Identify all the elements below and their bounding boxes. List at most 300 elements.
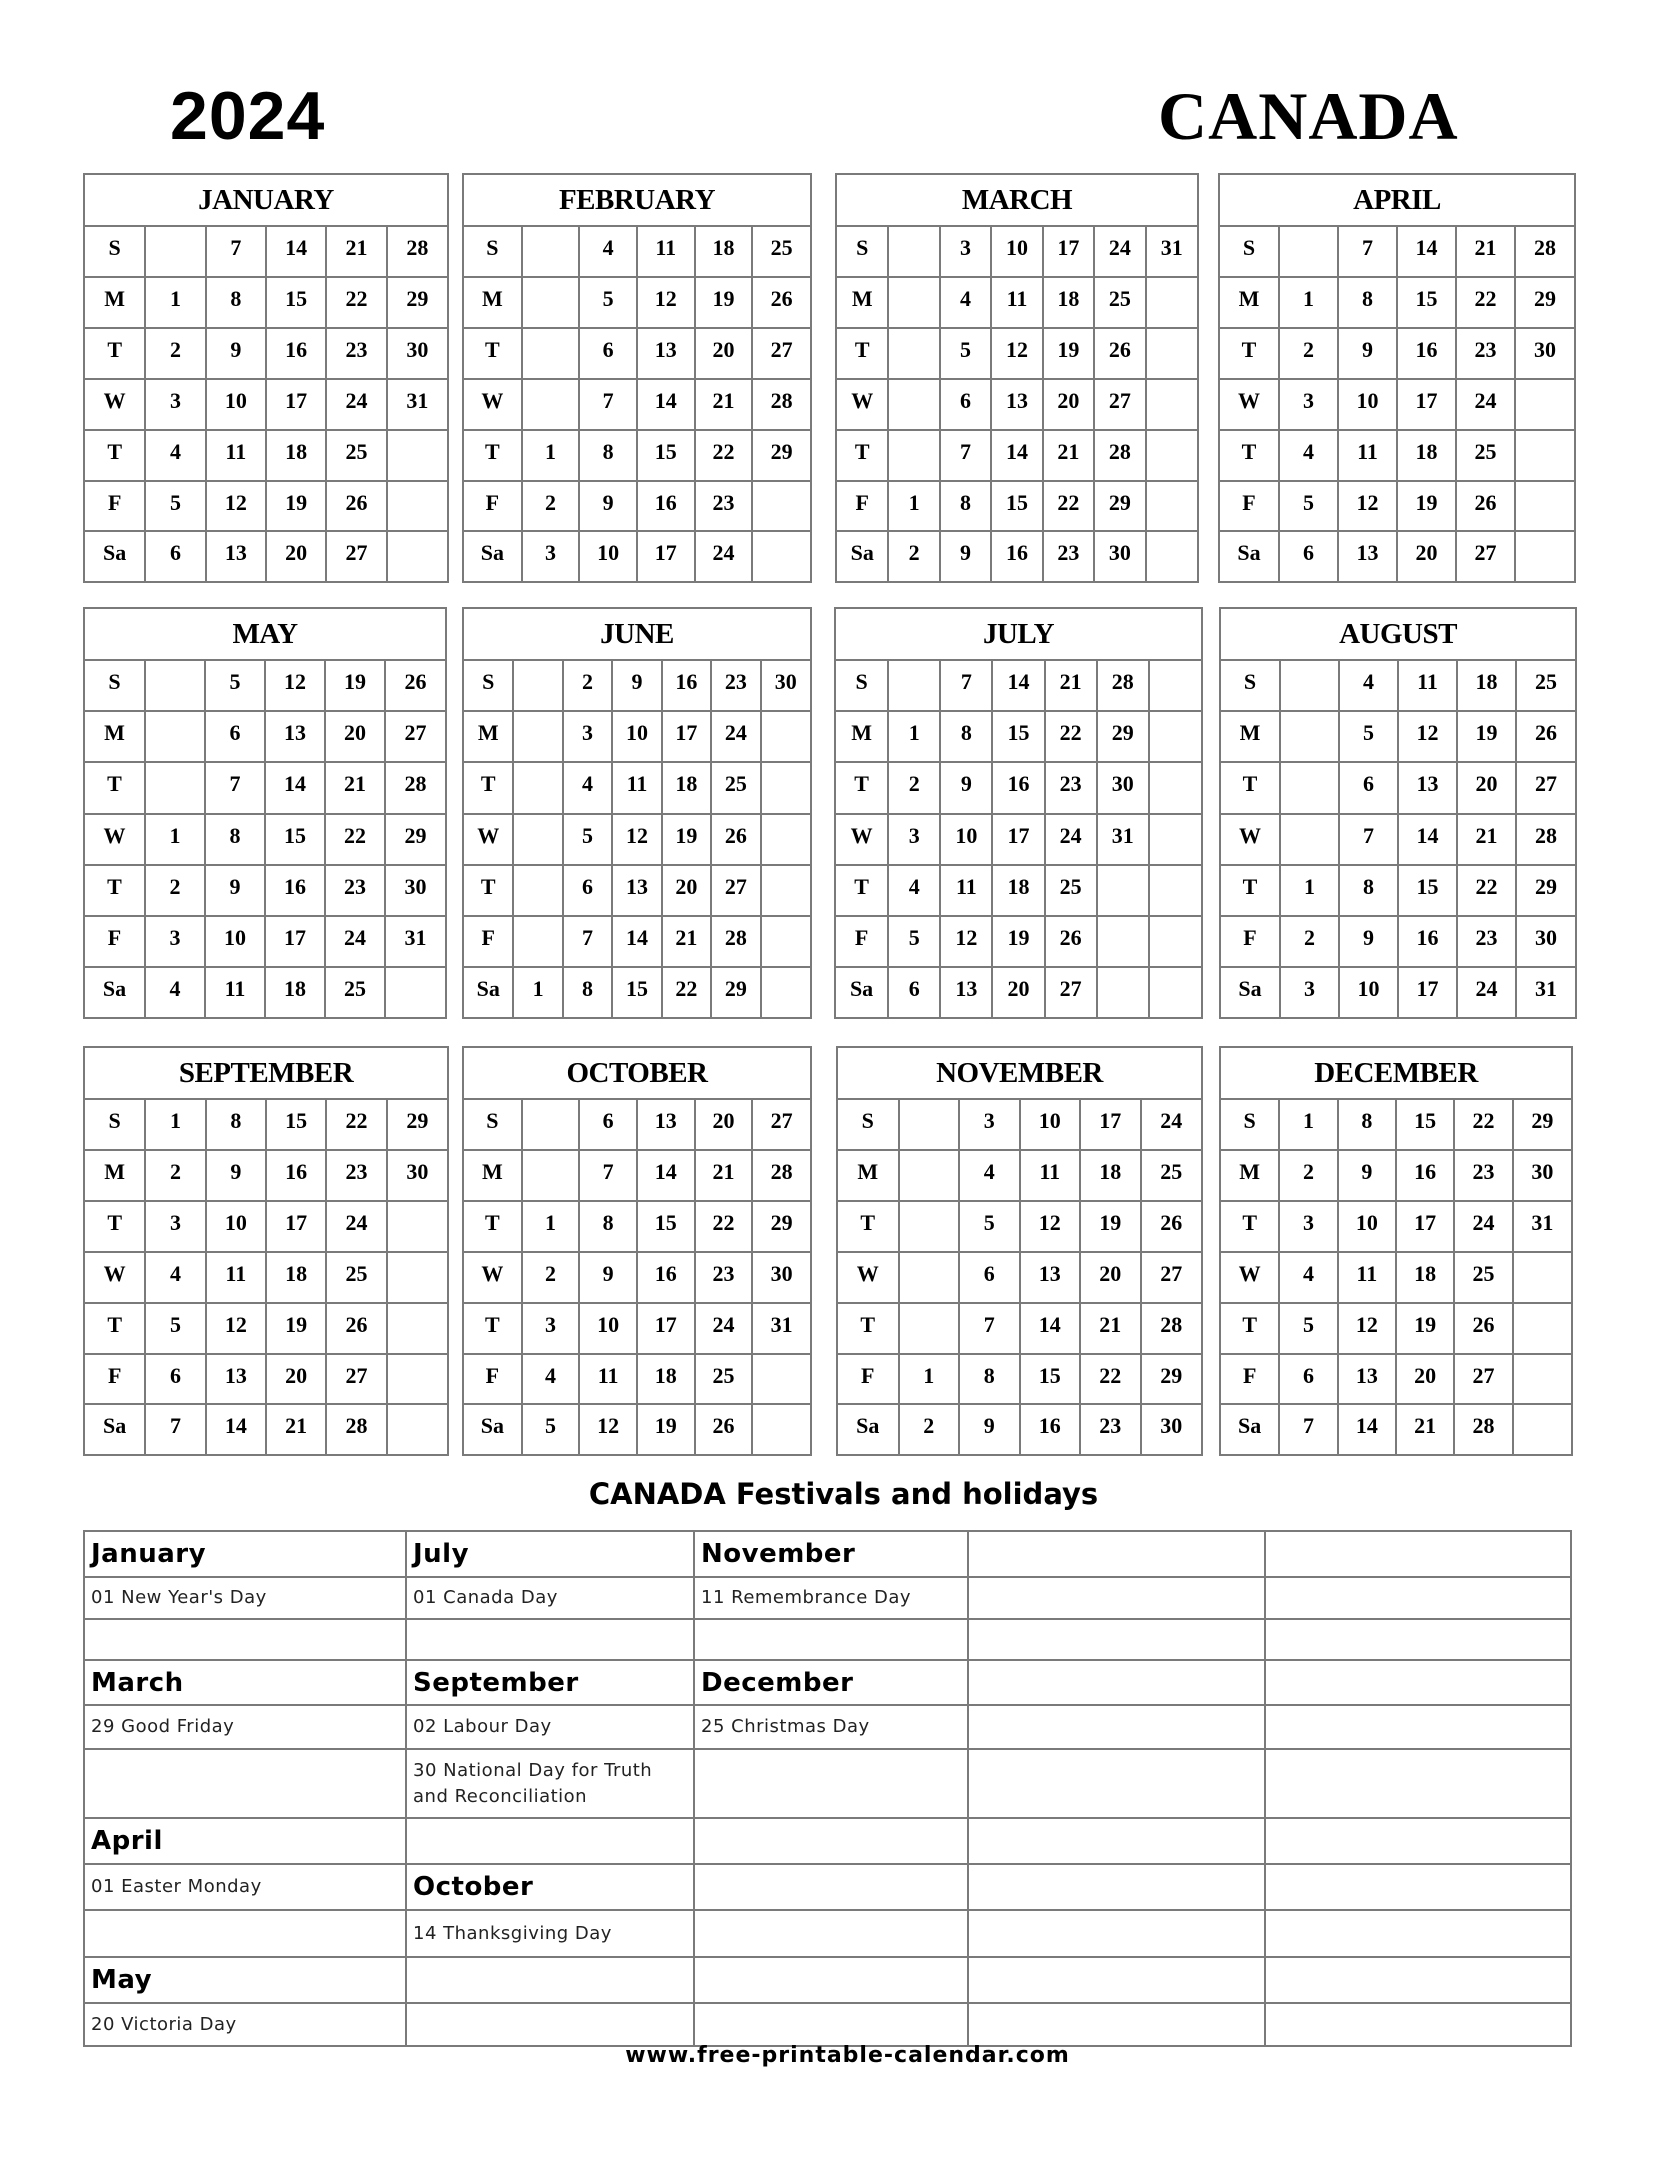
day-cell: 17: [1043, 226, 1094, 277]
week-row: [464, 1303, 810, 1354]
day-cell: [1146, 531, 1197, 581]
month-grid: [464, 175, 810, 581]
day-cell: 26: [1454, 1303, 1512, 1354]
day-cell: [761, 711, 810, 762]
weekday-label: T: [836, 865, 888, 916]
month-june: [462, 607, 812, 1019]
day-cell: 27: [326, 531, 386, 581]
day-cell: 4: [145, 967, 205, 1017]
month-grid: [837, 175, 1197, 581]
day-cell: 22: [1045, 711, 1097, 762]
day-cell: 30: [752, 1252, 810, 1303]
week-row: [837, 430, 1197, 481]
day-cell: [513, 711, 562, 762]
day-cell: 28: [711, 916, 760, 967]
day-cell: 29: [1141, 1354, 1202, 1405]
day-cell: [1149, 711, 1201, 762]
day-cell: 18: [695, 226, 753, 277]
day-cell: 20: [1080, 1252, 1141, 1303]
day-cell: 17: [266, 379, 326, 430]
day-cell: 18: [266, 430, 326, 481]
holiday-month-heading: October: [406, 1864, 694, 1910]
day-cell: 11: [206, 1252, 266, 1303]
weekday-label: F: [836, 916, 888, 967]
day-cell: 21: [662, 916, 711, 967]
day-cell: 26: [1456, 481, 1515, 532]
holiday-empty-cell: [84, 1749, 406, 1818]
day-cell: 3: [145, 1201, 205, 1252]
day-cell: 1: [145, 277, 205, 328]
day-cell: 26: [711, 814, 760, 865]
week-row: [85, 762, 445, 813]
holiday-entry: 01 Easter Monday: [84, 1864, 406, 1910]
holiday-empty-cell: [1265, 1660, 1571, 1705]
weekday-label: W: [1221, 1252, 1279, 1303]
day-cell: 16: [637, 1252, 695, 1303]
year-title: 2024: [170, 78, 326, 154]
day-cell: 8: [1338, 277, 1397, 328]
day-cell: [1149, 814, 1201, 865]
month-grid: [85, 175, 447, 581]
weekday-label: F: [85, 1354, 145, 1405]
day-cell: 5: [940, 328, 991, 379]
day-cell: 3: [1280, 967, 1339, 1017]
holiday-empty-cell: [968, 1577, 1265, 1619]
day-cell: 13: [206, 1354, 266, 1405]
holiday-empty-cell: [84, 1910, 406, 1957]
day-cell: 21: [1043, 430, 1094, 481]
day-cell: 1: [1279, 1099, 1337, 1150]
day-cell: 13: [1338, 531, 1397, 581]
day-cell: 20: [1397, 531, 1456, 581]
day-cell: 14: [265, 762, 325, 813]
day-cell: 7: [1339, 814, 1398, 865]
day-cell: 27: [1456, 531, 1515, 581]
month-name: AUGUST: [1221, 609, 1575, 660]
day-cell: 20: [266, 531, 326, 581]
day-cell: 9: [940, 762, 992, 813]
day-cell: [899, 1099, 960, 1150]
day-cell: [145, 711, 205, 762]
weekday-label: F: [464, 1354, 522, 1405]
weekday-label: T: [85, 762, 145, 813]
holiday-month-heading: September: [406, 1660, 694, 1705]
holiday-entry: 01 Canada Day: [406, 1577, 694, 1619]
holiday-empty-cell: [1265, 1864, 1571, 1910]
holiday-entry: 02 Labour Day: [406, 1705, 694, 1749]
weekday-label: S: [464, 226, 522, 277]
day-cell: 28: [1454, 1404, 1512, 1454]
weekday-label: T: [1221, 1303, 1279, 1354]
day-cell: 8: [940, 481, 991, 532]
weekday-label: T: [1221, 865, 1280, 916]
day-cell: 30: [761, 660, 810, 711]
day-cell: 23: [1456, 328, 1515, 379]
day-cell: 1: [899, 1354, 960, 1405]
day-cell: 25: [326, 1252, 386, 1303]
month-name: APRIL: [1220, 175, 1574, 226]
day-cell: [1146, 277, 1197, 328]
weekday-label: T: [838, 1201, 899, 1252]
day-cell: 27: [1141, 1252, 1202, 1303]
day-cell: 1: [522, 430, 580, 481]
day-cell: 13: [265, 711, 325, 762]
holiday-empty-cell: [406, 1957, 694, 2003]
day-cell: 30: [1515, 328, 1574, 379]
weekday-label: F: [1221, 916, 1280, 967]
weekday-label: T: [464, 430, 522, 481]
day-cell: 13: [1338, 1354, 1396, 1405]
weekday-label: T: [464, 762, 513, 813]
day-cell: 3: [940, 226, 991, 277]
weekday-label: T: [464, 328, 522, 379]
day-cell: 21: [1396, 1404, 1454, 1454]
day-cell: [761, 865, 810, 916]
day-cell: 26: [326, 481, 386, 532]
day-cell: 13: [1020, 1252, 1081, 1303]
day-cell: 5: [205, 660, 265, 711]
week-row: [464, 430, 810, 481]
day-cell: 10: [579, 531, 637, 581]
weekday-label: S: [836, 660, 888, 711]
weekday-label: T: [85, 1303, 145, 1354]
day-cell: 22: [1080, 1354, 1141, 1405]
weekday-label: F: [464, 916, 513, 967]
day-cell: [1149, 967, 1201, 1017]
day-cell: [1149, 660, 1201, 711]
day-cell: 12: [579, 1404, 637, 1454]
day-cell: 23: [695, 1252, 753, 1303]
day-cell: [899, 1303, 960, 1354]
month-name: NOVEMBER: [838, 1048, 1201, 1099]
day-cell: 19: [1397, 481, 1456, 532]
day-cell: 15: [1396, 1099, 1454, 1150]
day-cell: 2: [1279, 328, 1338, 379]
week-row: [85, 379, 447, 430]
day-cell: 20: [266, 1354, 326, 1405]
day-cell: 26: [1141, 1201, 1202, 1252]
day-cell: 7: [579, 379, 637, 430]
week-row: [1221, 1354, 1571, 1405]
holiday-entry: 14 Thanksgiving Day: [406, 1910, 694, 1957]
week-row: [838, 1150, 1201, 1201]
day-cell: 16: [991, 531, 1042, 581]
day-cell: 27: [711, 865, 760, 916]
weekday-label: M: [464, 277, 522, 328]
day-cell: 23: [326, 1150, 386, 1201]
weekday-label: S: [1220, 226, 1279, 277]
week-row: [85, 814, 445, 865]
holiday-empty-cell: [968, 1531, 1265, 1577]
day-cell: 28: [1097, 660, 1149, 711]
holiday-empty-cell: [968, 1910, 1265, 1957]
day-cell: [387, 481, 447, 532]
day-cell: 8: [940, 711, 992, 762]
day-cell: 14: [1397, 226, 1456, 277]
day-cell: 14: [992, 660, 1044, 711]
day-cell: [522, 277, 580, 328]
day-cell: 16: [662, 660, 711, 711]
day-cell: 20: [992, 967, 1044, 1017]
day-cell: 11: [991, 277, 1042, 328]
day-cell: 2: [145, 1150, 205, 1201]
day-cell: 26: [1045, 916, 1097, 967]
weekday-label: W: [464, 1252, 522, 1303]
week-row: [85, 1099, 447, 1150]
weekday-label: T: [1221, 1201, 1279, 1252]
day-cell: 26: [326, 1303, 386, 1354]
day-cell: 31: [1516, 967, 1575, 1017]
day-cell: 10: [205, 916, 265, 967]
weekday-label: W: [1221, 814, 1280, 865]
weekday-label: T: [85, 328, 145, 379]
weekday-label: F: [1220, 481, 1279, 532]
day-cell: 18: [1080, 1150, 1141, 1201]
holiday-empty-cell: [1265, 1818, 1571, 1864]
weekday-label: M: [1221, 1150, 1279, 1201]
day-cell: [387, 1303, 447, 1354]
day-cell: 18: [992, 865, 1044, 916]
day-cell: 20: [695, 1099, 753, 1150]
day-cell: 12: [206, 481, 266, 532]
holiday-month-heading: March: [84, 1660, 406, 1705]
day-cell: 9: [1338, 328, 1397, 379]
day-cell: 1: [513, 967, 562, 1017]
day-cell: 10: [206, 379, 266, 430]
day-cell: 25: [1516, 660, 1575, 711]
day-cell: 22: [1457, 865, 1516, 916]
day-cell: 24: [695, 1303, 753, 1354]
day-cell: 7: [1279, 1404, 1337, 1454]
week-row: [1221, 1150, 1571, 1201]
day-cell: [522, 226, 580, 277]
holiday-entry: 20 Victoria Day: [84, 2003, 406, 2046]
day-cell: 19: [1080, 1201, 1141, 1252]
day-cell: 16: [1396, 1150, 1454, 1201]
week-row: [838, 1354, 1201, 1405]
day-cell: 20: [662, 865, 711, 916]
weekday-label: F: [837, 481, 888, 532]
weekday-label: M: [85, 711, 145, 762]
day-cell: [752, 531, 810, 581]
day-cell: 10: [206, 1201, 266, 1252]
weekday-label: Sa: [837, 531, 888, 581]
weekday-label: M: [1220, 277, 1279, 328]
day-cell: 23: [326, 328, 386, 379]
day-cell: 27: [326, 1354, 386, 1405]
holiday-month-heading: December: [694, 1660, 968, 1705]
day-cell: 17: [1398, 967, 1457, 1017]
day-cell: 7: [940, 430, 991, 481]
month-name: MAY: [85, 609, 445, 660]
weekday-label: T: [837, 328, 888, 379]
week-row: [1221, 1303, 1571, 1354]
week-row: [1221, 1404, 1571, 1454]
holiday-row: [84, 1619, 1571, 1660]
week-row: [837, 277, 1197, 328]
day-cell: 7: [959, 1303, 1020, 1354]
week-row: [1221, 967, 1575, 1017]
month-name: DECEMBER: [1221, 1048, 1571, 1099]
weekday-label: T: [464, 865, 513, 916]
day-cell: 23: [695, 481, 753, 532]
day-cell: 13: [637, 328, 695, 379]
weekday-label: Sa: [1221, 967, 1280, 1017]
day-cell: 19: [992, 916, 1044, 967]
weekday-label: F: [85, 916, 145, 967]
weekday-label: S: [838, 1099, 899, 1150]
week-row: [1220, 531, 1574, 581]
day-cell: 31: [385, 916, 445, 967]
day-cell: [145, 660, 205, 711]
day-cell: 3: [145, 379, 205, 430]
day-cell: 18: [1396, 1252, 1454, 1303]
day-cell: [1146, 481, 1197, 532]
day-cell: 3: [1279, 379, 1338, 430]
day-cell: 18: [1043, 277, 1094, 328]
month-grid: [464, 609, 810, 1017]
day-cell: 23: [711, 660, 760, 711]
holiday-row: [84, 1749, 1571, 1818]
day-cell: 30: [387, 328, 447, 379]
day-cell: 10: [940, 814, 992, 865]
day-cell: 29: [385, 814, 445, 865]
day-cell: 29: [1515, 277, 1574, 328]
weekday-label: W: [1220, 379, 1279, 430]
week-row: [837, 226, 1197, 277]
day-cell: 27: [385, 711, 445, 762]
day-cell: [387, 1354, 447, 1405]
day-cell: 6: [1279, 531, 1338, 581]
holiday-empty-cell: [968, 1619, 1265, 1660]
weekday-label: T: [1220, 328, 1279, 379]
day-cell: 25: [1094, 277, 1145, 328]
weekday-label: Sa: [1221, 1404, 1279, 1454]
weekday-label: T: [1220, 430, 1279, 481]
day-cell: 22: [1043, 481, 1094, 532]
weekday-label: F: [1221, 1354, 1279, 1405]
day-cell: 15: [266, 1099, 326, 1150]
day-cell: [899, 1252, 960, 1303]
holiday-row: [84, 1705, 1571, 1749]
day-cell: 30: [1097, 762, 1149, 813]
day-cell: 24: [326, 379, 386, 430]
day-cell: 28: [752, 379, 810, 430]
weekday-label: Sa: [85, 1404, 145, 1454]
holiday-entry: 30 National Day for Truth and Reconciliation: [406, 1749, 694, 1818]
day-cell: 13: [940, 967, 992, 1017]
day-cell: [761, 916, 810, 967]
day-cell: 3: [959, 1099, 1020, 1150]
week-row: [836, 916, 1201, 967]
month-grid: [1221, 1048, 1571, 1454]
day-cell: [899, 1150, 960, 1201]
day-cell: 18: [1397, 430, 1456, 481]
day-cell: 14: [991, 430, 1042, 481]
month-name: JULY: [836, 609, 1201, 660]
day-cell: 30: [1516, 916, 1575, 967]
week-row: [1221, 865, 1575, 916]
day-cell: 7: [563, 916, 612, 967]
day-cell: 6: [579, 1099, 637, 1150]
day-cell: 8: [205, 814, 265, 865]
day-cell: [513, 814, 562, 865]
day-cell: 7: [940, 660, 992, 711]
day-cell: 11: [940, 865, 992, 916]
day-cell: 25: [695, 1354, 753, 1405]
day-cell: 14: [266, 226, 326, 277]
day-cell: 21: [1080, 1303, 1141, 1354]
week-row: [85, 277, 447, 328]
weekday-label: S: [837, 226, 888, 277]
week-row: [464, 711, 810, 762]
day-cell: [888, 430, 939, 481]
holidays-table: [83, 1530, 1572, 2047]
holiday-month-heading: July: [406, 1531, 694, 1577]
day-cell: [761, 814, 810, 865]
weekday-label: Sa: [464, 967, 513, 1017]
day-cell: 9: [206, 328, 266, 379]
day-cell: 15: [1020, 1354, 1081, 1405]
day-cell: 14: [1020, 1303, 1081, 1354]
month-grid: [836, 609, 1201, 1017]
day-cell: 18: [266, 1252, 326, 1303]
day-cell: 8: [959, 1354, 1020, 1405]
weekday-label: S: [1221, 660, 1280, 711]
day-cell: 5: [522, 1404, 580, 1454]
day-cell: 31: [1146, 226, 1197, 277]
week-row: [85, 328, 447, 379]
month-grid: [838, 1048, 1201, 1454]
week-row: [836, 814, 1201, 865]
day-cell: 19: [1043, 328, 1094, 379]
holiday-empty-cell: [694, 2003, 968, 2046]
day-cell: 21: [695, 379, 753, 430]
holiday-row: [84, 1577, 1571, 1619]
holiday-empty-cell: [968, 1705, 1265, 1749]
day-cell: 16: [992, 762, 1044, 813]
day-cell: [387, 430, 447, 481]
day-cell: 20: [1457, 762, 1516, 813]
day-cell: 4: [888, 865, 940, 916]
week-row: [464, 1099, 810, 1150]
day-cell: [522, 1150, 580, 1201]
day-cell: 1: [1279, 277, 1338, 328]
week-row: [837, 531, 1197, 581]
day-cell: [1097, 967, 1149, 1017]
day-cell: 24: [1141, 1099, 1202, 1150]
holiday-row: [84, 1957, 1571, 2003]
day-cell: 18: [1457, 660, 1516, 711]
day-cell: 4: [1279, 430, 1338, 481]
day-cell: [387, 1201, 447, 1252]
holidays-table-body: [84, 1531, 1571, 2046]
day-cell: [1149, 762, 1201, 813]
day-cell: 29: [387, 277, 447, 328]
day-cell: 16: [1397, 328, 1456, 379]
day-cell: [888, 379, 939, 430]
day-cell: 23: [1454, 1150, 1512, 1201]
day-cell: 14: [612, 916, 661, 967]
weekday-label: S: [85, 1099, 145, 1150]
weekday-label: T: [464, 1201, 522, 1252]
day-cell: 4: [563, 762, 612, 813]
month-july: [834, 607, 1203, 1019]
week-row: [838, 1303, 1201, 1354]
day-cell: [513, 660, 562, 711]
month-september: [83, 1046, 449, 1456]
day-cell: 3: [522, 1303, 580, 1354]
